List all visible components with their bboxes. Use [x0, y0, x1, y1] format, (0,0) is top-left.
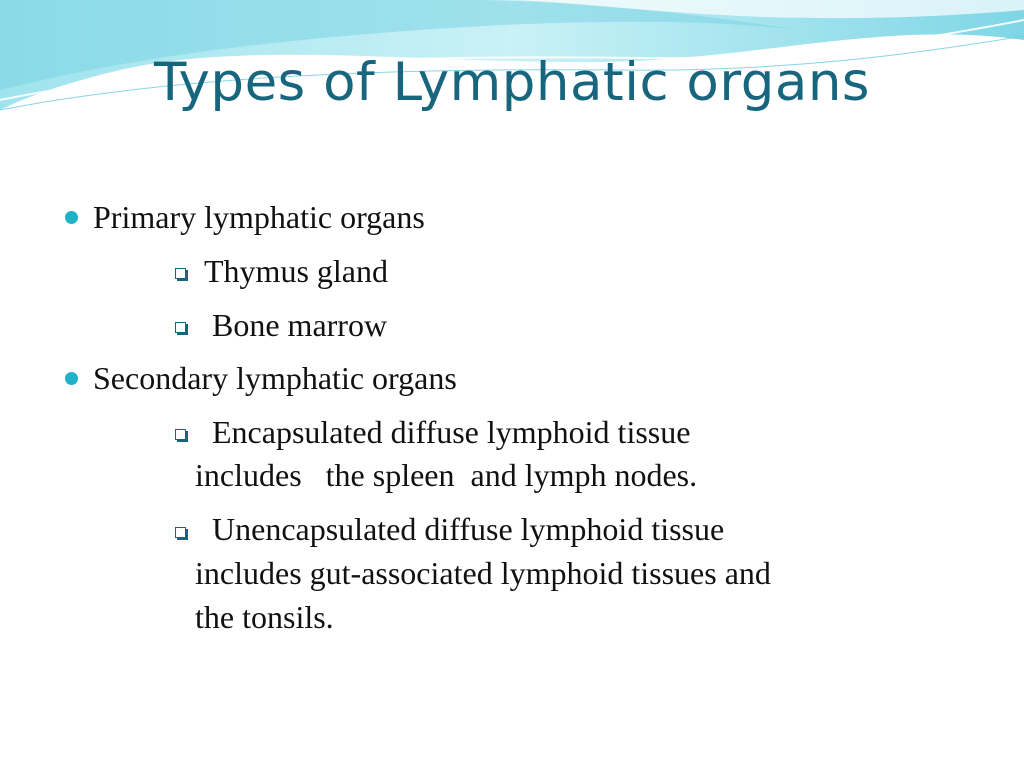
list-item-unencapsulated: Unencapsulated diffuse lymphoid tissue: [204, 511, 725, 547]
square-bullet-icon: [175, 322, 186, 333]
slide-title: Types of Lymphatic organs: [153, 52, 871, 113]
list-item-encapsulated: Encapsulated diffuse lymphoid tissue: [204, 414, 691, 450]
list-item-unencapsulated-cont: includes gut-associated lymphoid tissues and: [195, 555, 771, 591]
list-item-encapsulated-cont: includes the spleen and lymph nodes.: [195, 457, 698, 493]
list-item-unencapsulated-cont-2: the tonsils.: [195, 599, 334, 635]
list-item-secondary: Secondary lymphatic organs: [93, 360, 457, 396]
square-bullet-icon: [175, 429, 186, 440]
list-item-thymus: Thymus gland: [204, 253, 388, 289]
square-bullet-icon: [175, 268, 186, 279]
square-bullet-icon: [175, 527, 186, 538]
list-item-primary: Primary lymphatic organs: [93, 199, 425, 235]
list-item-bone-marrow: Bone marrow: [204, 307, 388, 343]
circle-bullet-icon: [65, 211, 78, 224]
circle-bullet-icon: [65, 372, 78, 385]
